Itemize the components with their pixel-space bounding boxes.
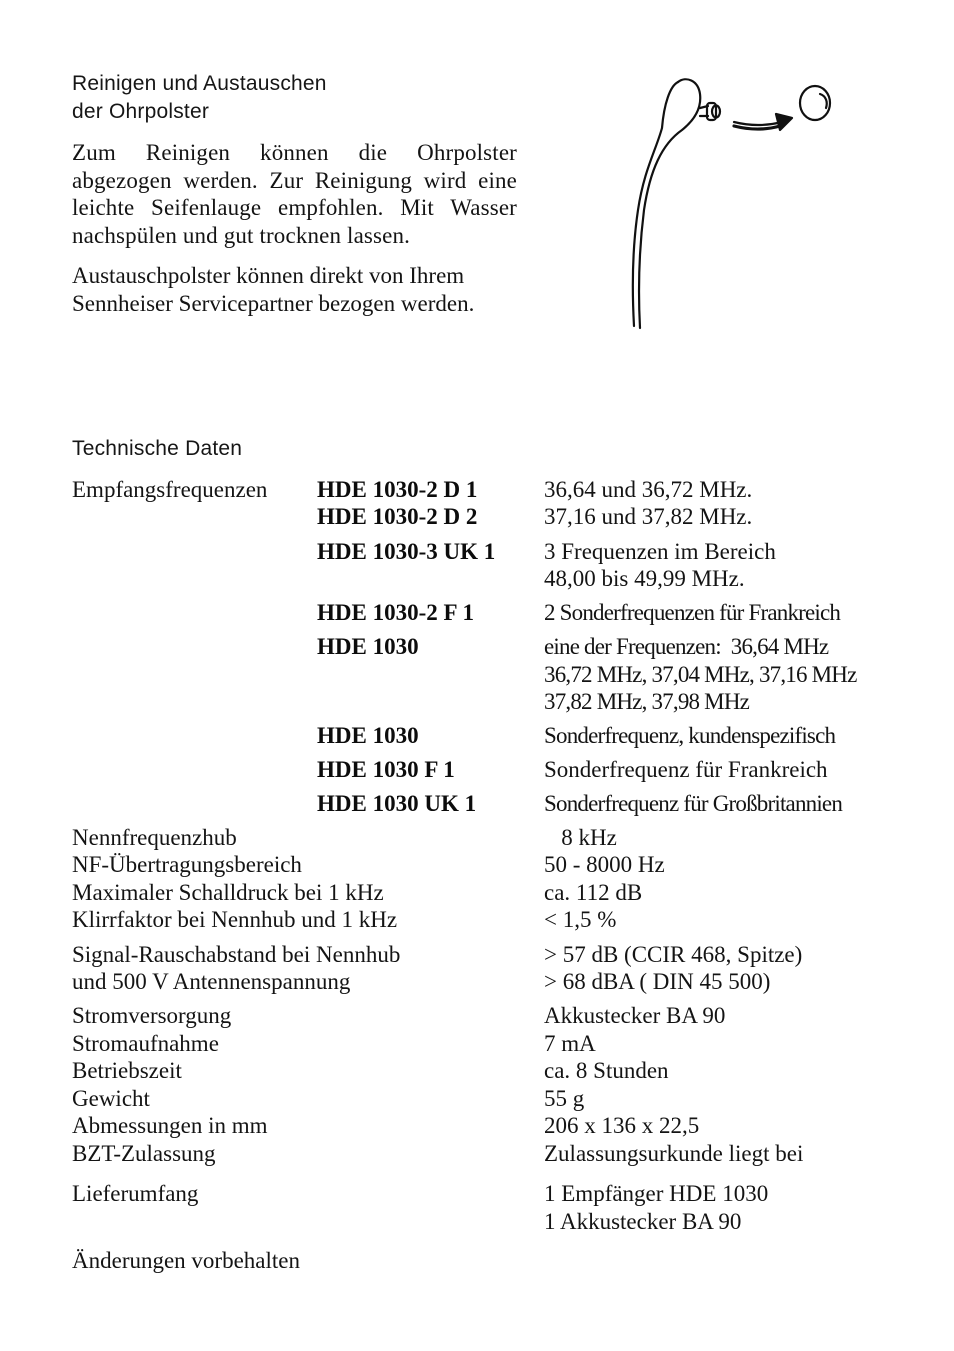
- spec-model: HDE 1030-2 D 1: [317, 477, 478, 502]
- spec-value: 37,16 und 37,82 MHz.: [544, 504, 753, 529]
- spec-value: 7 mA: [544, 1031, 596, 1056]
- spec-model: HDE 1030-2 D 2: [317, 504, 478, 529]
- spec-label: BZT-Zulassung: [72, 1141, 216, 1166]
- spec-label: NF-Übertragungsbereich: [72, 852, 302, 877]
- spec-label: Stromversorgung: [72, 1003, 232, 1028]
- spec-value: > 57 dB (CCIR 468, Spitze): [544, 942, 803, 967]
- spec-value: 1 Akkustecker BA 90: [544, 1209, 742, 1234]
- spec-value: 2 Sonderfrequenzen für Frankreich: [544, 600, 841, 625]
- spec-label: Maximaler Schalldruck bei 1 kHz: [72, 880, 384, 905]
- spec-value: 37,82 MHz, 37,98 MHz: [544, 689, 750, 714]
- spec-value: 8 kHz: [544, 825, 617, 850]
- spec-value: ca. 112 dB: [544, 880, 643, 905]
- heading-line-1: Reinigen und Austauschen: [72, 72, 327, 95]
- cleaning-paragraph-1: Zum Reinigen können die Ohrpolster abgezogen werden. Zur Reinigung wird eine leichte Seifenlauge empfohlen. Mit Wasser nachspülen und gut trocknen lassen.: [72, 140, 517, 248]
- spec-label: und 500 V Antennenspannung: [72, 969, 351, 994]
- spec-value: Sonderfrequenz für Frankreich: [544, 757, 828, 782]
- spec-value: > 68 dBA ( DIN 45 500): [544, 969, 771, 994]
- spec-value: Sonderfrequenz, kundenspezifisch: [544, 723, 836, 748]
- spec-value: 48,00 bis 49,99 MHz.: [544, 566, 745, 591]
- spec-value: < 1,5 %: [544, 907, 617, 932]
- spec-value: Zulassungsurkunde liegt bei: [544, 1141, 804, 1166]
- spec-label: Gewicht: [72, 1086, 150, 1111]
- spec-label: Stromaufnahme: [72, 1031, 219, 1056]
- spec-value: 36,64 und 36,72 MHz.: [544, 477, 753, 502]
- spec-value: Akkustecker BA 90: [544, 1003, 726, 1028]
- spec-value: eine der Frequenzen: 36,64 MHz: [544, 634, 829, 659]
- spec-value: 1 Empfänger HDE 1030: [544, 1181, 769, 1206]
- spec-label: Lieferumfang: [72, 1181, 199, 1206]
- spec-model: HDE 1030: [317, 634, 419, 659]
- spec-model: HDE 1030: [317, 723, 419, 748]
- spec-label: Signal-Rauschabstand bei Nennhub: [72, 942, 401, 967]
- spec-model: HDE 1030 F 1: [317, 757, 455, 782]
- spec-value: Sonderfrequenz für Großbritannien: [544, 791, 843, 816]
- spec-label: Nennfrequenzhub: [72, 825, 237, 850]
- footer-note: Änderungen vorbehalten: [72, 1248, 301, 1273]
- spec-value: ca. 8 Stunden: [544, 1058, 669, 1083]
- spec-value: 206 x 136 x 22,5: [544, 1113, 700, 1138]
- spec-value: 50 - 8000 Hz: [544, 852, 665, 877]
- spec-label: Empfangsfrequenzen: [72, 477, 268, 502]
- spec-value: 3 Frequenzen im Bereich: [544, 539, 776, 564]
- earphone-illustration-icon: [620, 70, 850, 340]
- spec-value: 55 g: [544, 1086, 585, 1111]
- cleaning-paragraph-2: Austauschpolster können direkt von Ihrem Sennheiser Servicepartner bezogen werden.: [72, 263, 475, 316]
- spec-model: HDE 1030 UK 1: [317, 791, 477, 816]
- section-heading-cleaning: [72, 70, 327, 126]
- spec-label: Abmessungen in mm: [72, 1113, 268, 1138]
- spec-label: Betriebszeit: [72, 1058, 182, 1083]
- spec-label: Klirrfaktor bei Nennhub und 1 kHz: [72, 907, 398, 932]
- spec-model: HDE 1030-2 F 1: [317, 600, 474, 625]
- spec-model: HDE 1030-3 UK 1: [317, 539, 496, 564]
- heading-line-2: der Ohrpolster: [72, 100, 210, 123]
- spec-value: 36,72 MHz, 37,04 MHz, 37,16 MHz: [544, 662, 857, 687]
- section-heading-technical-data: Technische Daten: [72, 437, 243, 460]
